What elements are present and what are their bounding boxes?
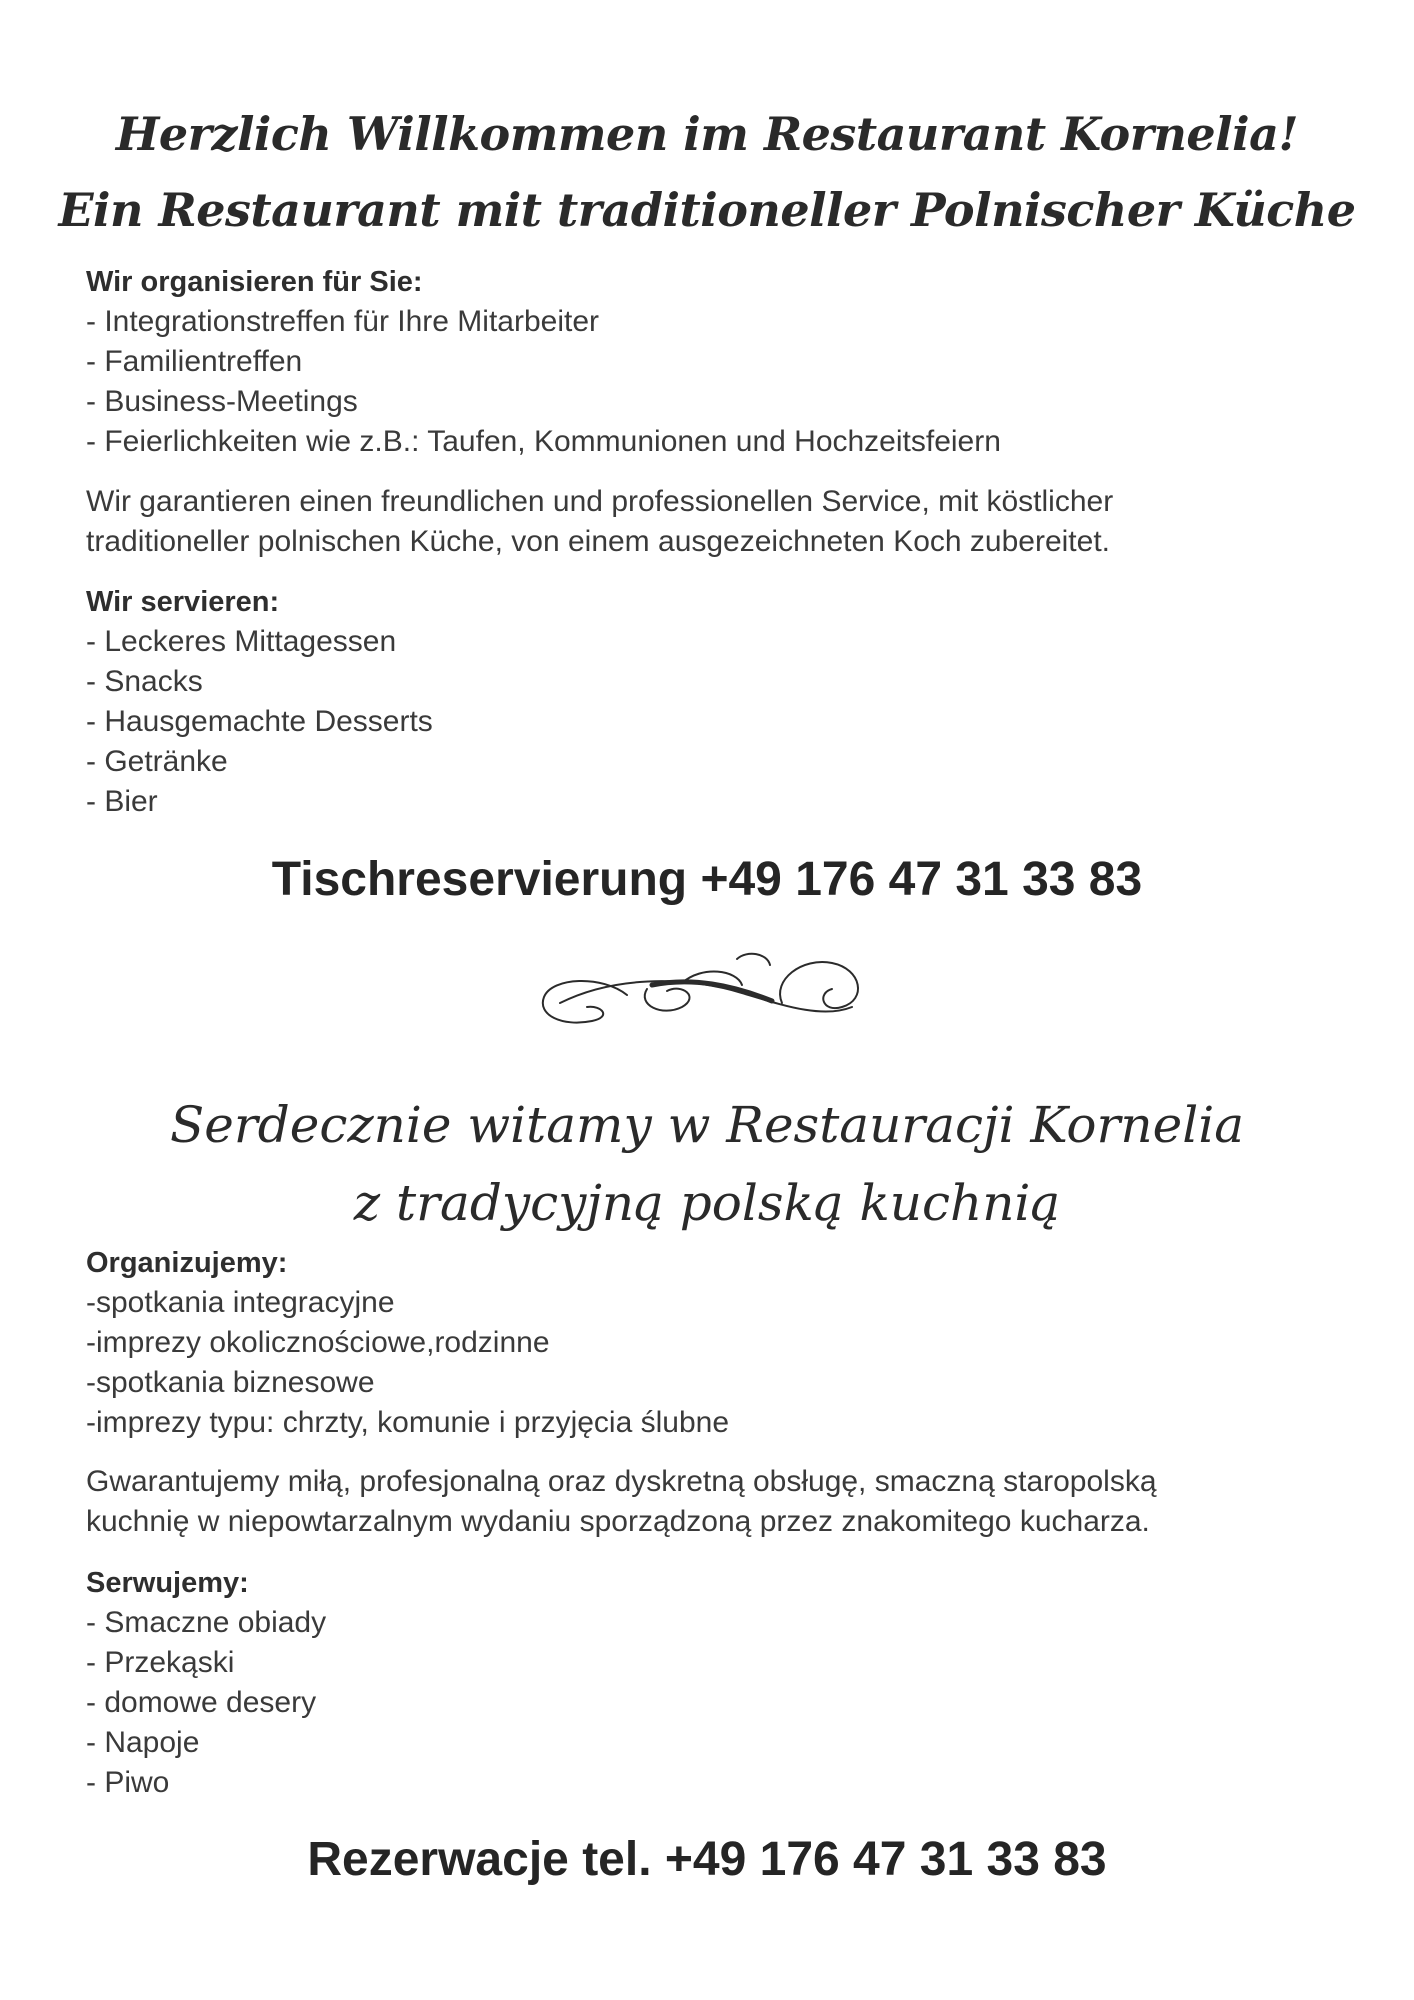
polish-organize-list xyxy=(86,1283,1336,1443)
polish-title-line-2: z tradycyjną polską kuchnią xyxy=(353,1174,1061,1232)
list-item: -imprezy okolicznościowe,rodzinne xyxy=(86,1326,550,1359)
german-serve-list xyxy=(86,622,1336,822)
polish-guarantee-line-1: Gwarantujemy miłą, profesjonalną oraz dyskretną obsługę, smaczną staropolską xyxy=(86,1465,1157,1498)
list-item: - Przekąski xyxy=(86,1646,235,1679)
list-item: - Integrationstreffen für Ihre Mitarbeiter xyxy=(86,305,600,338)
list-item: - Piwo xyxy=(86,1766,170,1799)
list-item: -imprezy typu: chrzty, komunie i przyjęcia ślubne xyxy=(86,1406,730,1439)
polish-reservation-phone: Rezerwacje tel. +49 176 47 31 33 83 xyxy=(307,1833,1107,1886)
list-item: - Getränke xyxy=(86,745,228,778)
list-item: - Feierlichkeiten wie z.B.: Taufen, Kommunionen und Hochzeitsfeiern xyxy=(86,425,1001,458)
german-organize-heading: Wir organisieren für Sie: xyxy=(86,266,423,298)
polish-title-line-1: Serdecznie witamy w Restauracji Kornelia xyxy=(170,1096,1244,1154)
german-serve-section xyxy=(86,582,1336,822)
german-title-line-2: Ein Restaurant mit traditioneller Polnischer Küche xyxy=(58,183,1356,237)
german-serve-heading: Wir servieren: xyxy=(86,586,280,618)
polish-guarantee-paragraph xyxy=(86,1462,1336,1542)
list-item: - Familientreffen xyxy=(86,345,303,378)
german-title-line-1: Herzlich Willkommen im Restaurant Kornelia! xyxy=(115,107,1299,161)
polish-organize-section xyxy=(86,1243,1336,1443)
list-item: - Smaczne obiady xyxy=(86,1606,327,1639)
german-guarantee-line-1: Wir garantieren einen freundlichen und professionellen Service, mit köstlicher xyxy=(86,485,1114,518)
german-organize-list xyxy=(86,302,1336,462)
polish-serve-list xyxy=(86,1603,1336,1803)
decorative-flourish-icon xyxy=(532,945,882,1030)
list-item: - Napoje xyxy=(86,1726,200,1759)
list-item: - Bier xyxy=(86,785,158,818)
list-item: - Hausgemachte Desserts xyxy=(86,705,433,738)
list-item: - Business-Meetings xyxy=(86,385,358,418)
polish-serve-heading: Serwujemy: xyxy=(86,1567,249,1599)
german-title xyxy=(0,96,1414,248)
german-reservation-phone: Tischreservierung +49 176 47 31 33 83 xyxy=(271,853,1143,906)
list-item: -spotkania integracyjne xyxy=(86,1286,395,1319)
polish-organize-heading: Organizujemy: xyxy=(86,1247,288,1279)
polish-guarantee-line-2: kuchnię w niepowtarzalnym wydaniu sporządzoną przez znakomitego kucharza. xyxy=(86,1505,1150,1538)
german-organize-section xyxy=(86,262,1336,462)
list-item: - domowe desery xyxy=(86,1686,317,1719)
polish-serve-section xyxy=(86,1563,1336,1803)
list-item: - Leckeres Mittagessen xyxy=(86,625,397,658)
list-item: - Snacks xyxy=(86,665,203,698)
german-guarantee-paragraph xyxy=(86,482,1336,562)
german-guarantee-line-2: traditioneller polnischen Küche, von einem ausgezeichneten Koch zubereitet. xyxy=(86,525,1110,558)
list-item: -spotkania biznesowe xyxy=(86,1366,375,1399)
polish-title xyxy=(0,1086,1414,1242)
